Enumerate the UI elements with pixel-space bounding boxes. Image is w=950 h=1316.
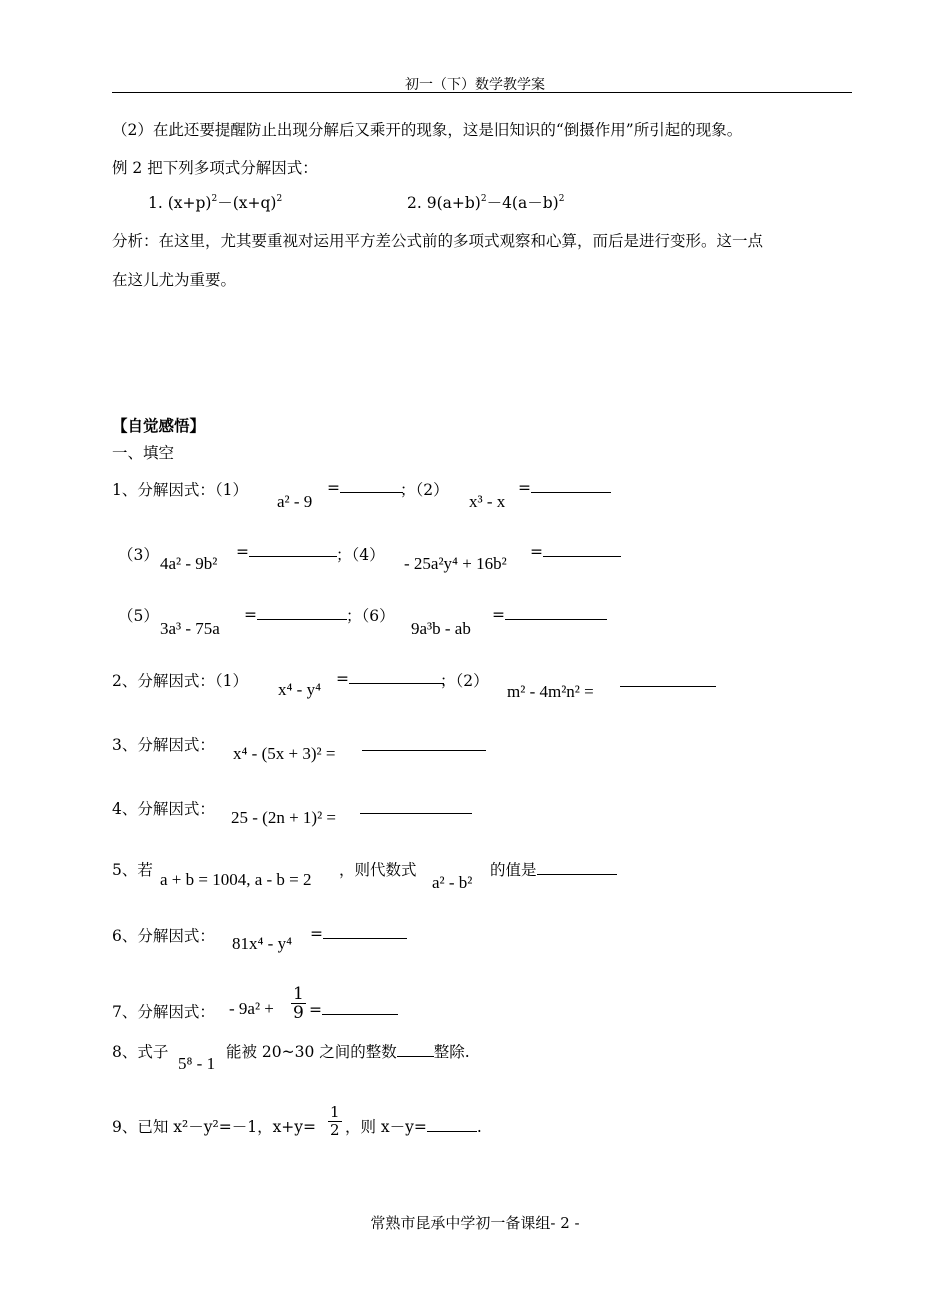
p1-5-label: （5） [118, 607, 159, 625]
answer-blank[interactable] [620, 672, 716, 687]
answer-blank[interactable] [249, 542, 337, 557]
header-rule [112, 92, 852, 93]
p1-eq-6: = [492, 605, 607, 624]
p1-3-label: （3） [118, 546, 159, 564]
answer-blank[interactable] [257, 605, 347, 620]
p2-expr-2: m² - 4m²n² = [507, 682, 594, 701]
answer-blank[interactable] [531, 478, 611, 493]
p5-expr-2: a² - b² [432, 873, 473, 892]
page-footer: 常熟市昆承中学初一备课组- 2 - [370, 1214, 580, 1232]
section-title: 【自觉感悟】 [112, 416, 206, 435]
p4-label: 4、分解因式： [112, 800, 215, 818]
analysis-line-1: 分析：在这里，尤其要重视对运用平方差公式前的多项式观察和心算，而后是进行变形。这一点 [112, 232, 764, 250]
answer-blank[interactable] [362, 736, 486, 751]
p9-mid: ，则 x－y= . [345, 1118, 482, 1136]
p4-blank [360, 799, 472, 818]
p3-expr: x⁴ - (5x + 3)² = [233, 744, 336, 763]
section-subtitle: 一、填空 [112, 444, 175, 462]
p5-mid: ，则代数式 [339, 861, 417, 879]
p9-label: 9、已知 x²－y²=－1，x+y= [112, 1118, 317, 1136]
answer-blank[interactable] [360, 799, 472, 814]
p1-6-label: ；（6） [346, 607, 395, 625]
p3-label: 3、分解因式： [112, 736, 215, 754]
answer-blank[interactable] [323, 924, 407, 939]
p6-label: 6、分解因式： [112, 927, 215, 945]
analysis-line-2: 在这儿尤为重要。 [112, 271, 237, 289]
p3-blank [362, 736, 486, 755]
answer-blank[interactable] [505, 605, 607, 620]
p8-text: 能被 20~30 之间的整数 整除. [226, 1043, 470, 1061]
p7-eq: = [309, 1000, 398, 1019]
p1-label: 1、分解因式：（1） [112, 481, 248, 499]
p1-eq-2: = [518, 478, 611, 497]
p2-blank-2 [620, 672, 716, 691]
p6-expr: 81x⁴ - y⁴ [232, 934, 293, 953]
example-item-2: 2. $9(a+b)^2-4(a-b)^2$ [407, 194, 565, 212]
p7-expr: - 9a² + [229, 999, 274, 1018]
p5-expr-1: a + b = 1004, a - b = 2 [160, 870, 312, 889]
answer-blank[interactable] [322, 1000, 398, 1015]
p5-label: 5、若 [112, 861, 153, 879]
p1-4-label: ；（4） [336, 546, 385, 564]
answer-blank[interactable] [397, 1042, 434, 1057]
p2-sep: ；（2） [440, 672, 489, 690]
p1-eq-3: = [236, 542, 337, 561]
p7-label: 7、分解因式： [112, 1003, 215, 1021]
p1-sep: ；（2） [400, 481, 449, 499]
p1-expr-2: x³ - x [469, 492, 506, 511]
page-header: 初一（下）数学教学案 [405, 77, 545, 93]
answer-blank[interactable] [537, 860, 617, 875]
p1-eq-4: = [530, 542, 621, 561]
p6-eq: = [310, 924, 407, 943]
p1-eq-5: = [244, 605, 347, 624]
p2-expr-1: x⁴ - y⁴ [278, 680, 322, 699]
p2-eq-1: = [336, 669, 444, 688]
answer-blank[interactable] [340, 478, 403, 493]
p1-expr-5: 3a³ - 75a [160, 619, 220, 638]
p8-label: 8、式子 [112, 1043, 169, 1061]
p2-label: 2、分解因式：（1） [112, 672, 248, 690]
intro-note: （2）在此还要提醒防止出现分解后又乘开的现象，这是旧知识的“倒摄作用”所引起的现象。 [112, 121, 743, 139]
p7-fraction: $\frac{1}{9}$ [293, 984, 304, 1023]
p9-fraction: $\frac{1}{2}$ [330, 1103, 340, 1139]
p1-expr-1: a² - 9 [277, 492, 313, 511]
p8-expr: 5⁸ - 1 [178, 1054, 216, 1073]
p1-expr-4: - 25a²y⁴ + 16b² [404, 554, 507, 573]
p1-expr-3: 4a² - 9b² [160, 554, 218, 573]
answer-blank[interactable] [543, 542, 621, 557]
p4-expr: 25 - (2n + 1)² = [231, 808, 337, 827]
answer-blank[interactable] [349, 669, 444, 684]
example-title: 例 2 把下列多项式分解因式： [112, 159, 318, 177]
example-item-1: 1. $(x+p)^2-(x+q)^2$ [148, 194, 283, 212]
p1-eq-1: = [327, 478, 403, 497]
p1-expr-6: 9a³b - ab [411, 619, 471, 638]
answer-blank[interactable] [427, 1117, 477, 1132]
p5-end: 的值是 [490, 858, 617, 880]
